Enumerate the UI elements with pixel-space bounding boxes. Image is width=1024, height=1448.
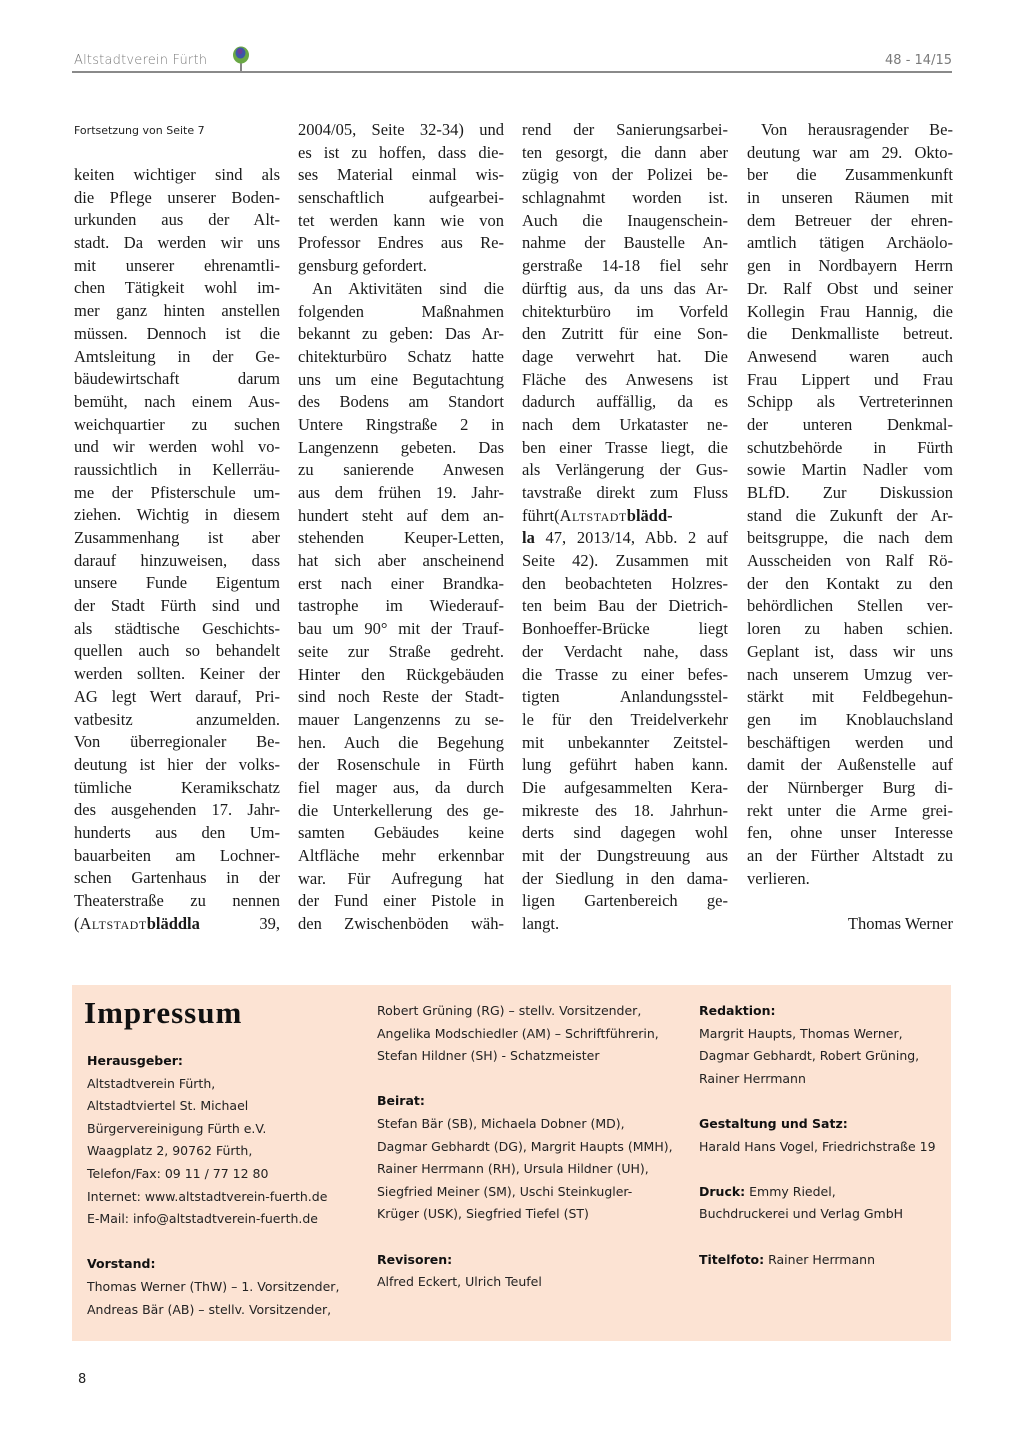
herausgeber-line: Altstadtverein Fürth, (87, 1075, 216, 1091)
beirat-line: Rainer Herrmann (RH), Ursula Hildner (UH), (377, 1161, 649, 1177)
titelfoto-value: Rainer Herrmann (764, 1251, 875, 1267)
impressum-column-2 (377, 1000, 673, 1294)
article-column-4 (747, 119, 953, 936)
text-line: stehenden Keuper-Letten, (298, 528, 504, 548)
text-line: BLfD. Zur Diskussion (747, 483, 953, 502)
text-line: erst nach einer Brandka- (298, 573, 504, 593)
text-line: damit der Außenstelle auf (747, 755, 953, 775)
text-line: AG legt Wert darauf, Pri- (74, 686, 280, 706)
text-line: nach dem Urkataster ne- (522, 414, 728, 434)
text-line: zu sanierende Anwesen (298, 460, 504, 480)
text-line: beitsgruppe, die nach dem (747, 528, 953, 548)
text-line: Altfläche mehr erkennbar (298, 846, 504, 865)
text-line: ten beim Bau der Dietrich- (522, 596, 728, 616)
druck-heading: Druck: (699, 1183, 746, 1199)
text-line: Anwesend waren auch (747, 346, 953, 366)
text-line: die Denkmalliste betreut. (747, 324, 953, 344)
text-line: Langenzenn gebeten. Das (298, 437, 504, 457)
text-line: als städtische Geschichts- (74, 618, 280, 638)
text-line: vatbesitz anzumelden. (74, 709, 280, 729)
text-line: Fläche des Anwesens ist (522, 369, 728, 389)
text-line: Untere Ringstraße 2 in (298, 414, 504, 434)
page-number: 8 (78, 1372, 87, 1387)
text-line: Schipp als Vertreterinnen (747, 392, 953, 412)
text-line: quellen auch so behandelt (74, 641, 280, 661)
text-line (74, 913, 280, 936)
titelfoto-row (699, 1249, 936, 1272)
text-line: mer ganz hinten anstellen (74, 301, 280, 321)
text-line: gen in Nordbayern Herrn (747, 256, 953, 276)
text-line: Von überregionaler Be- (74, 732, 280, 752)
titelfoto-heading: Titelfoto: (699, 1251, 765, 1267)
text-line: stand die Zukunft der Ar- (747, 505, 953, 525)
text-line: ben einer Trasse liegt, die (522, 437, 728, 457)
text-line: dürftig aus, da uns das Ar- (522, 278, 728, 298)
text-line: keiten wichtiger sind als (74, 165, 280, 184)
text-line: le für den Treidelverkehr (522, 709, 728, 729)
text-line: und wir werden wohl vo- (74, 437, 280, 457)
text-line: mit unbekannter Zeitstel- (522, 732, 728, 752)
text-fragment: ( (74, 913, 80, 933)
text-line: langt. (522, 914, 560, 934)
beirat-line: Dagmar Gebhardt (DG), Margrit Haupts (MMH), (377, 1138, 673, 1154)
text-line: Professor Endres aus Re- (298, 233, 504, 253)
text-line: der Nürnberger Burg di- (747, 777, 953, 797)
herausgeber-line: Altstadtviertel St. Michael (87, 1098, 249, 1114)
text-line: werden sollten. Keiner der (74, 664, 280, 684)
beirat-line: Siegfried Meiner (SM), Uschi Steinkugler- (377, 1183, 633, 1199)
issue-number: 48 - 14/15 (885, 53, 952, 68)
text-line: stärkt mit Feldbegehun- (747, 687, 953, 707)
text-line: schutzbehörde in Fürth (747, 437, 953, 457)
email[interactable]: E-Mail: info@altstadtverein-fuerth.de (87, 1211, 318, 1227)
text-line: samten Gebäudes keine (298, 823, 504, 843)
text-line: Dr. Ralf Obst und seiner (747, 278, 953, 298)
impressum-box (72, 985, 951, 1341)
text-line: Hinter den Rückgebäuden (298, 664, 504, 684)
text-line: raussichtlich in Kellerräu- (74, 459, 280, 479)
herausgeber-line: Bürgervereinigung Fürth e.V. (87, 1120, 267, 1136)
text-line: schen Gartenhaus in der (74, 868, 280, 888)
text-line: Kollegin Frau Hannig, die (747, 301, 953, 321)
text-line: hunderts aus den Um- (74, 822, 280, 842)
text-line: rekt unter die Arme grei- (747, 800, 953, 820)
text-line: rend der Sanierungsarbei- (522, 120, 728, 139)
text-line (522, 527, 728, 550)
text-line: den Zutritt für eine Son- (522, 324, 728, 344)
text-line: sowie Martin Nadler vom (747, 460, 953, 480)
druck-row (699, 1181, 936, 1204)
text-fragment: 39, (199, 913, 280, 933)
text-fragment: ( (554, 505, 560, 525)
text-line: loren zu haben schien. (747, 619, 953, 639)
text-line: dem Betreuer der ehren- (747, 210, 953, 230)
text-line: ten gesorgt, die dann aber (522, 142, 728, 162)
text-line: dadurch auffällig, da es (522, 392, 728, 412)
text-line: Von herausragender Be- (761, 120, 953, 139)
text-line: des Bodens am Standort (298, 392, 504, 412)
impressum-title: Impressum (84, 995, 243, 1030)
herausgeber-line: Waagplatz 2, 90762 Fürth, (87, 1143, 253, 1159)
text-line: des ausgehenden 17. Jahr- (74, 800, 280, 820)
text-line: Zusammenhang ist aber (74, 528, 280, 547)
vorstand-line: Robert Grüning (RG) – stellv. Vorsitzender, (377, 1003, 642, 1018)
herausgeber-heading: Herausgeber: (87, 1053, 183, 1068)
text-line: mit der Dungstreuung aus (522, 846, 728, 865)
text-line: Seite 42). Zusammen mit (522, 551, 728, 571)
text-line: urkunden aus der Alt- (74, 210, 280, 230)
vorstand-line: Angelika Modschiedler (AM) – Schriftführerin, (377, 1025, 659, 1041)
text-line: chitekturbüro Schatz hatte (298, 346, 504, 366)
website[interactable]: Internet: www.altstadtverein-fuerth.de (87, 1188, 328, 1204)
text-line: gerstraße 14-18 fiel sehr (522, 256, 728, 276)
text-line: mit unserer ehrenamtli- (74, 255, 280, 275)
header-divider (72, 71, 952, 73)
text-line: Theaterstraße zu nennen (74, 891, 280, 910)
text-line: die Pflege unserer Boden- (74, 187, 280, 207)
text-line: Auch die Inaugenschein- (522, 210, 728, 230)
text-line: weichquartier zu suchen (74, 414, 280, 434)
header-title: Altstadtverein Fürth (74, 53, 208, 68)
text-line: den beobachteten Holzres- (522, 573, 728, 593)
text-line: es ist zu hoffen, dass die- (298, 142, 504, 162)
article-column-1 (74, 164, 280, 935)
text-line: An Aktivitäten sind die (312, 278, 504, 298)
text-line: ligen Gartenbereich ge- (522, 891, 728, 911)
text-line: als Verlängerung der Gus- (522, 460, 728, 480)
text-line: war. Für Aufregung hat (298, 868, 504, 888)
text-line: nach unserem Umzug ver- (747, 664, 953, 684)
article-column-3 (522, 119, 728, 936)
text-line: gensburg gefordert. (298, 256, 427, 276)
druck-line: Buchdruckerei und Verlag GmbH (699, 1206, 904, 1222)
text-line: tümliche Keramikschatz (74, 777, 280, 797)
text-line: die Unterkellerung des ge- (298, 800, 504, 820)
text-line: ziehen. Wichtig in diesem (74, 505, 280, 525)
text-line: behördlichen Stellen ver- (747, 596, 953, 616)
continuation-note: Fortsetzung von Seite 7 (74, 124, 205, 137)
text-line: der den Kontakt zu den (747, 573, 953, 593)
text-line: verlieren. (747, 868, 810, 888)
text-line: chitekturbüro im Vorfeld (522, 301, 728, 321)
vorstand-line: Andreas Bär (AB) – stellv. Vorsitzender, (87, 1301, 332, 1317)
author-name: Thomas Werner (847, 914, 953, 934)
text-line: folgenden Maßnahmen (298, 301, 504, 321)
vorstand-heading: Vorstand: (87, 1256, 156, 1272)
redaktion-line: Dagmar Gebhardt, Robert Grüning, (699, 1048, 920, 1064)
text-line: mikreste des 18. Jahrhun- (522, 800, 728, 820)
text-line: chen Tätigkeit wohl im- (74, 278, 280, 298)
text-line: gen im Knoblauchsland (747, 709, 953, 729)
text-line (522, 505, 728, 528)
text-line: deutung ist hier der volks- (74, 754, 280, 774)
revisoren-heading: Revisoren: (377, 1251, 453, 1267)
text-line: beschäftigen werden und (747, 732, 953, 752)
text-line: senschaftlich aufgearbei- (298, 188, 504, 208)
text-line: me der Pfisterschule um- (74, 482, 280, 502)
phone-fax: Telefon/Fax: 09 11 / 77 12 80 (87, 1165, 269, 1181)
text-line: der Stadt Fürth sind und (74, 596, 280, 616)
text-line: tastrophe im Wiederauf- (298, 596, 504, 616)
running-header (72, 50, 952, 72)
text-line: mauer Langenzenns zu se- (298, 709, 504, 729)
text-line: uns um eine Begutachtung (298, 369, 504, 389)
journal-name-bold: la (522, 528, 535, 548)
impressum-column-1 (87, 1050, 339, 1321)
text-line: der unteren Denkmal- (747, 414, 953, 434)
text-line: hundert steht auf dem an- (298, 505, 504, 525)
text-line: bemüht, nach einem Aus- (74, 391, 280, 411)
text-line: der Siedlung in den dama- (522, 868, 728, 888)
text-line: die Trasse zu einer befes- (522, 664, 728, 684)
journal-name-bold: blädd- (626, 505, 673, 525)
journal-name-bold: bläddla (146, 913, 200, 933)
text-line: fen, ohne unser Interesse (747, 823, 953, 843)
text-line: der Verdacht nahe, dass (522, 641, 728, 661)
gestaltung-heading: Gestaltung und Satz: (699, 1115, 848, 1131)
druck-value: Emmy Riedel, (745, 1183, 836, 1199)
text-line: bäudewirtschaft darum (74, 369, 280, 389)
journal-name: Altstadt (79, 913, 147, 933)
text-line: hat sich aber anscheinend (298, 551, 504, 571)
text-line: deutung war am 29. Okto- (747, 142, 953, 162)
text-line: seite zur Straße gedreht. (298, 641, 504, 661)
text-line: dage verwehrt hat. Die (522, 346, 728, 366)
text-line: nahme der Baustelle An- (522, 233, 728, 253)
text-line: in unseren Räumen mit (747, 188, 953, 208)
text-line: Amtsleitung in der Ge- (74, 346, 280, 366)
revisoren-line: Alfred Eckert, Ulrich Teufel (377, 1274, 542, 1290)
text-line: Ausscheiden von Ralf Rö- (747, 551, 953, 571)
beirat-line: Stefan Bär (SB), Michaela Dobner (MD), (377, 1115, 625, 1131)
text-line: den Zwischenböden wäh- (298, 914, 504, 934)
text-line: tigten Anlandungsstel- (522, 687, 728, 707)
redaktion-line: Margrit Haupts, Thomas Werner, (699, 1025, 903, 1041)
text-line: zügig von der Polizei be- (522, 165, 728, 185)
text-line: fiel mager aus, da durch (298, 777, 504, 797)
text-line: aus dem frühen 19. Jahr- (298, 483, 504, 502)
text-line: bauarbeiten am Lochner- (74, 845, 280, 865)
text-line: stadt. Da werden wir uns (74, 233, 280, 253)
text-line: hen. Auch die Begehung (298, 732, 504, 752)
text-line: tet werden kann wie von (298, 210, 504, 230)
text-line: amtlich tätigen Archäolo- (747, 233, 953, 253)
text-line: ses Material einmal wis- (298, 165, 504, 185)
beirat-heading: Beirat: (377, 1093, 425, 1109)
text-line: ber die Zusammenkunft (747, 165, 953, 185)
vorstand-line: Stefan Hildner (SH) - Schatzmeister (377, 1048, 600, 1064)
text-line: tavstraße direkt zum Fluss (522, 483, 728, 502)
text-line: sind noch Reste der Stadt- (298, 687, 504, 707)
vorstand-line: Thomas Werner (ThW) – 1. Vorsitzender, (87, 1278, 340, 1294)
text-line: bekannt zu geben: Das Ar- (298, 324, 504, 344)
redaktion-heading: Redaktion: (699, 1003, 776, 1018)
article-column-2 (298, 119, 504, 936)
gestaltung-line: Harald Hans Vogel, Friedrichstraße 19 (699, 1138, 936, 1154)
text-line: der Fund einer Pistole in (298, 891, 504, 911)
redaktion-line: Rainer Herrmann (699, 1070, 806, 1086)
text-line: müssen. Dennoch ist die (74, 323, 280, 343)
impressum-column-3 (699, 1000, 936, 1271)
text-line: unsere Funde Eigentum (74, 573, 280, 593)
text-line: lung geführt haben kann. (522, 755, 728, 775)
text-fragment: führt (522, 505, 555, 525)
text-fragment: 47, 2013/14, Abb. 2 auf (534, 528, 728, 548)
beirat-line: Krüger (USK), Siegfried Tiefel (ST) (377, 1206, 589, 1222)
text-line: Frau Lippert und Frau (747, 369, 953, 389)
text-line: bau um 90° mit der Trauf- (298, 619, 504, 639)
text-line: Die aufgesammelten Kera- (522, 777, 728, 797)
text-line: Geplant ist, dass wir uns (747, 641, 953, 661)
text-line: derts sind dagegen wohl (522, 823, 728, 843)
text-line: Bonhoeffer-Brücke liegt (522, 619, 728, 639)
text-line: der Rosenschule in Fürth (298, 755, 504, 775)
text-line: darauf hinzuweisen, dass (74, 550, 280, 570)
text-line: 2004/05, Seite 32-34) und (298, 120, 504, 139)
journal-name: Altstadt (559, 505, 627, 525)
text-line: an der Fürther Altstadt zu (747, 846, 953, 865)
tree-logo-icon (230, 46, 252, 72)
text-line: schlagnahmt worden ist. (522, 188, 728, 208)
